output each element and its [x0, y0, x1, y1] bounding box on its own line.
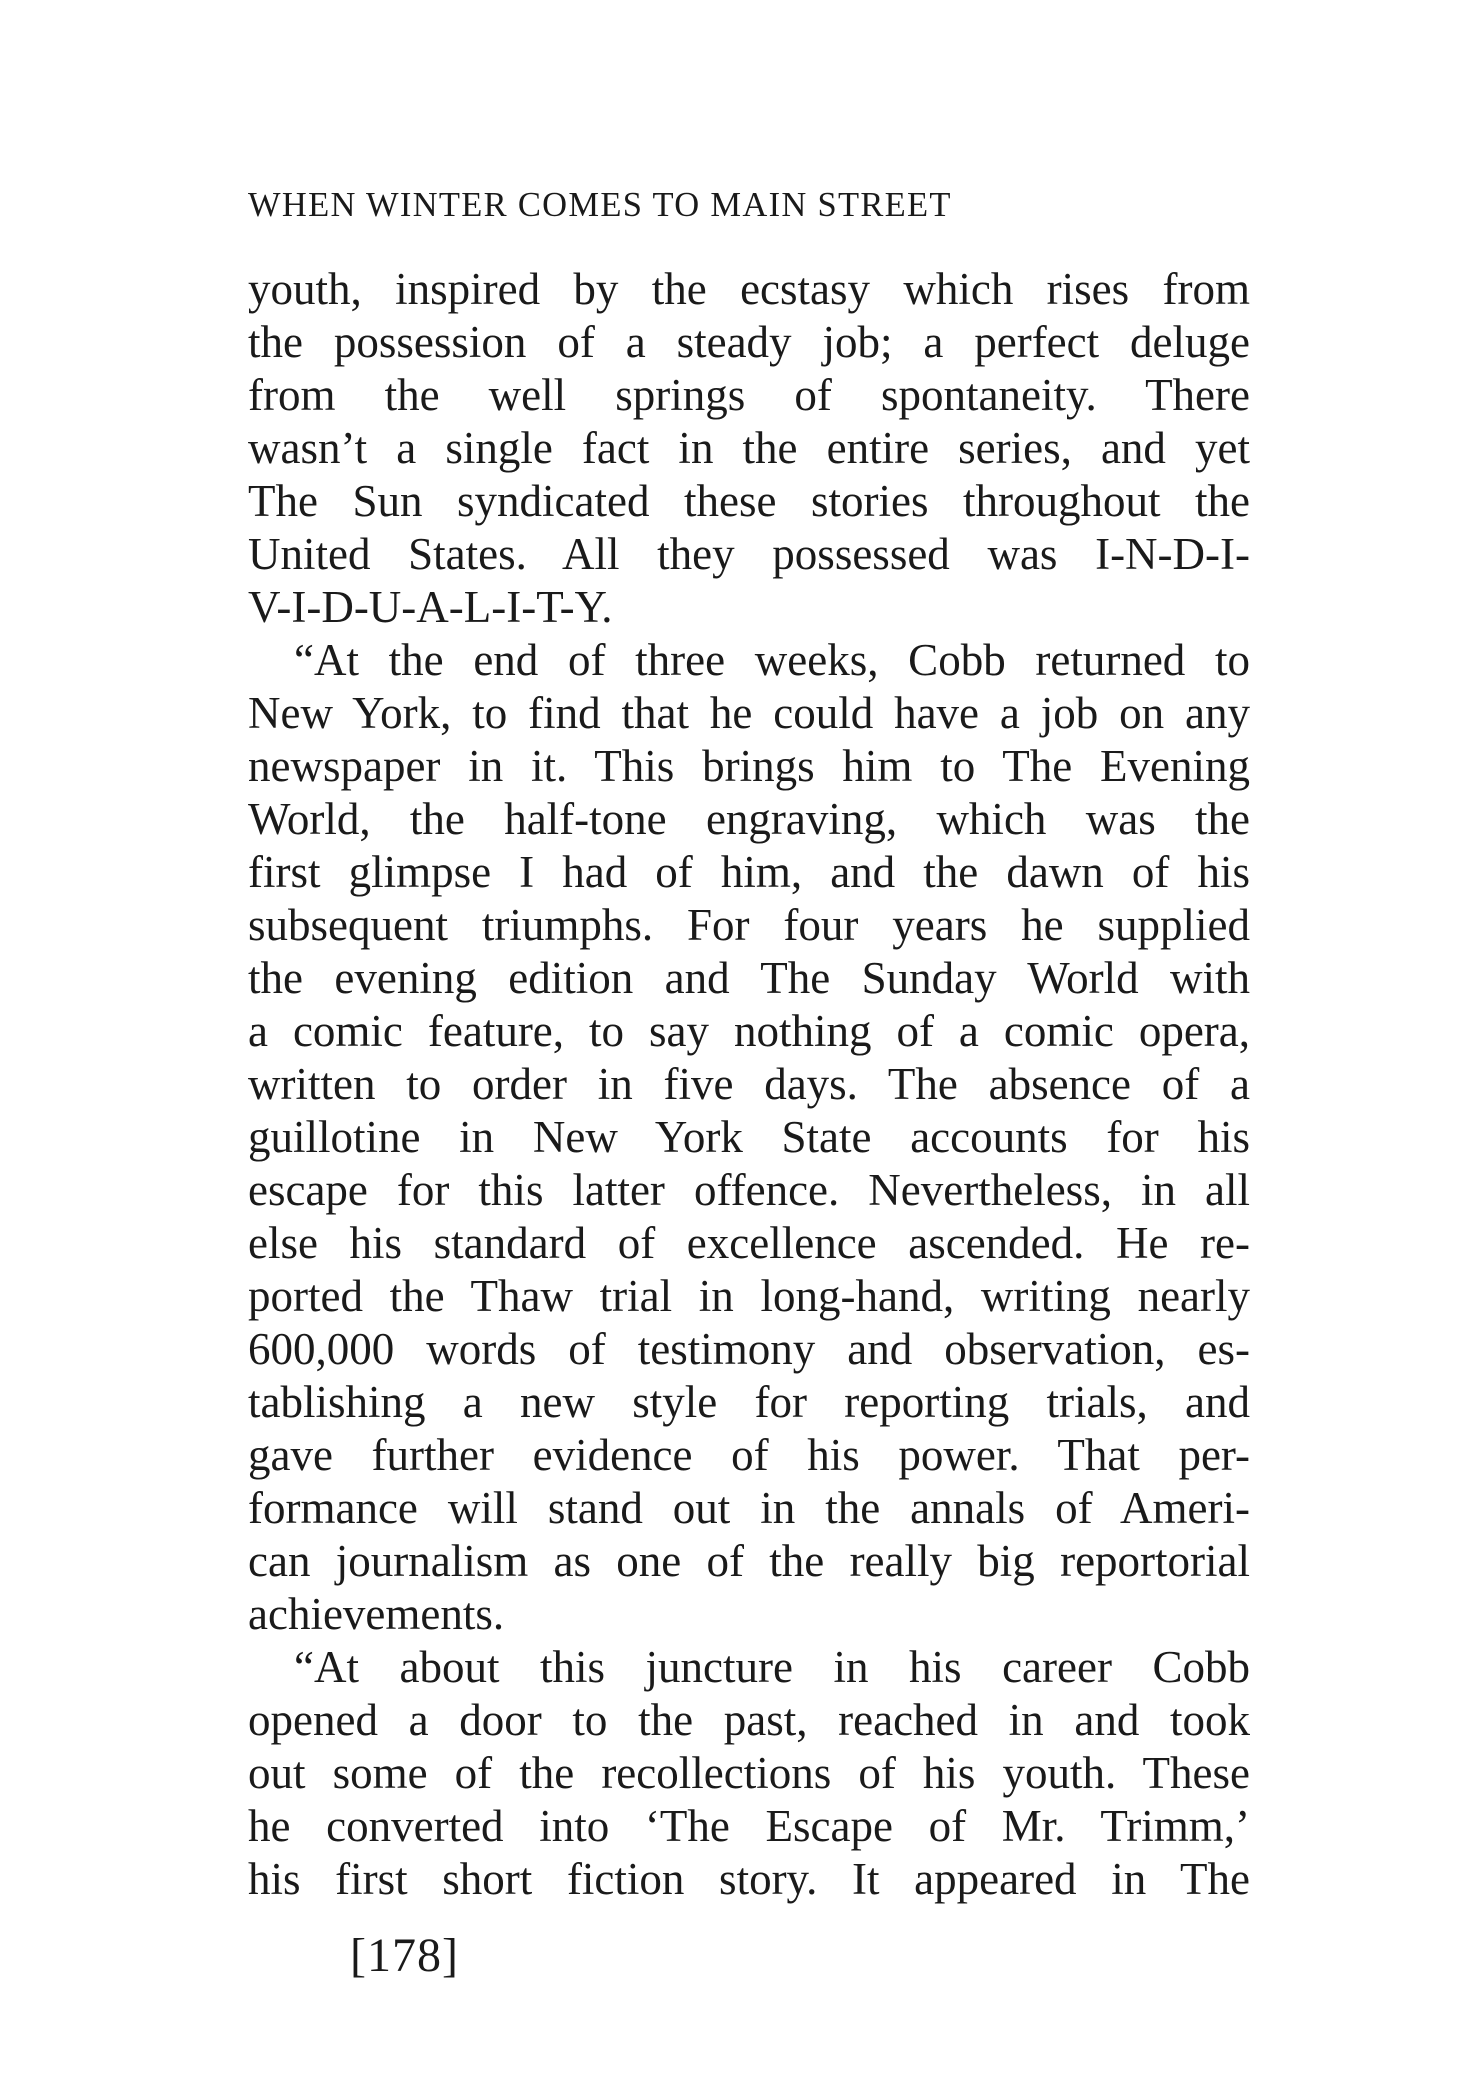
- text-line: from the well springs of spontaneity. There: [248, 370, 1250, 420]
- text-line: gave further evidence of his power. That per-: [248, 1430, 1250, 1480]
- text-line: New York, to find that he could have a job on any: [248, 688, 1250, 738]
- text-line: wasn’t a single fact in the entire series, and yet: [248, 423, 1250, 473]
- text-line: guillotine in New York State accounts for his: [248, 1112, 1250, 1162]
- text-line: can journalism as one of the really big reportorial: [248, 1536, 1250, 1586]
- text-line: opened a door to the past, reached in and took: [248, 1695, 1250, 1745]
- page-number: [178]: [350, 1929, 459, 1982]
- text-line: subsequent triumphs. For four years he supplied: [248, 900, 1250, 950]
- text-line: tablishing a new style for reporting trials, and: [248, 1377, 1250, 1427]
- text-line: else his standard of excellence ascended. He re-: [248, 1218, 1250, 1268]
- text-line: the evening edition and The Sunday World with: [248, 953, 1250, 1003]
- text-line: “At about this juncture in his career Cobb: [294, 1642, 1250, 1692]
- text-line: The Sun syndicated these stories throughout the: [248, 476, 1250, 526]
- text-line: achievements.: [248, 1589, 505, 1639]
- paragraph: [248, 263, 1250, 634]
- text-line: ported the Thaw trial in long-hand, writing nearly: [248, 1271, 1250, 1321]
- text-line: first glimpse I had of him, and the dawn of his: [248, 847, 1250, 897]
- text-line: 600,000 words of testimony and observation, es-: [248, 1324, 1250, 1374]
- paragraph: [248, 634, 1250, 1641]
- text-line: youth, inspired by the ecstasy which rises from: [248, 264, 1250, 314]
- text-line: a comic feature, to say nothing of a comic opera,: [248, 1006, 1250, 1056]
- text-line: his first short fiction story. It appeared in The: [248, 1854, 1250, 1904]
- body-text: [248, 263, 1250, 1906]
- text-line: escape for this latter offence. Nevertheless, in all: [248, 1165, 1250, 1215]
- text-line: he converted into ‘The Escape of Mr. Trimm,’: [248, 1801, 1250, 1851]
- text-line: newspaper in it. This brings him to The Evening: [248, 741, 1250, 791]
- running-head: WHEN WINTER COMES TO MAIN STREET: [248, 186, 952, 224]
- text-line: United States. All they possessed was I-N-D-I-: [248, 529, 1250, 579]
- text-line: “At the end of three weeks, Cobb returned to: [294, 635, 1250, 685]
- text-line: formance will stand out in the annals of Ameri-: [248, 1483, 1250, 1533]
- text-line: out some of the recollections of his youth. These: [248, 1748, 1250, 1798]
- text-line: the possession of a steady job; a perfect deluge: [248, 317, 1250, 367]
- text-line: V-I-D-U-A-L-I-T-Y.: [248, 582, 613, 632]
- text-line: written to order in five days. The absence of a: [248, 1059, 1250, 1109]
- paragraph: [248, 1641, 1250, 1906]
- text-line: World, the half-tone engraving, which was the: [248, 794, 1250, 844]
